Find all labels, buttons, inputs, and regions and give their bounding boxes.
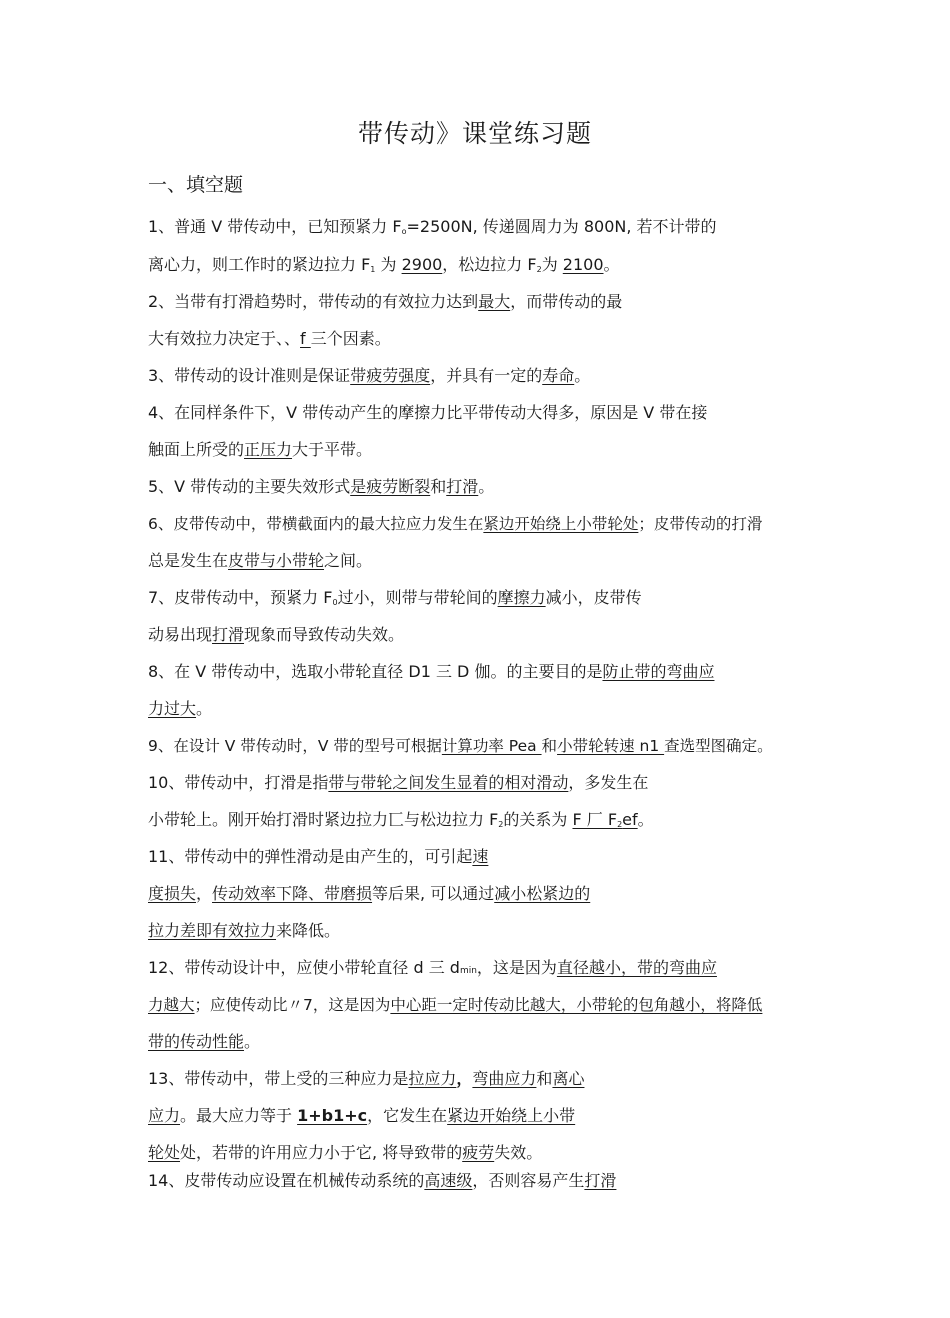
answer: 高速级 [424,1171,473,1190]
text: 触面上所受的 [148,440,245,459]
text: 8、在 V 带传动中，选取小带轮直径 D1 三 D 伽。的主要目的是 [148,662,603,681]
text: ，松边拉力 F [442,255,537,274]
answer: 正压力 [244,440,293,459]
text: 小带轮上。刚开始打滑时紧边拉力匸与松边拉力 F [148,810,499,829]
text: 。 [574,366,591,385]
answer: 速 [472,847,489,866]
text: 。最大应力等于 [180,1106,298,1125]
question-2-line-2 [148,328,908,350]
text: ，否则容易产生 [472,1171,585,1190]
question-9 [148,735,908,757]
answer: 应力 [148,1106,181,1125]
answer: 紧边开始绕上小带轮处 [483,515,639,533]
answer: 寿命 [542,366,575,385]
answer: 弯曲应力 [472,1069,537,1088]
subscript: 2 [498,820,504,829]
text: 3、带传动的设计准则是保证 [148,366,351,385]
answer: 紧边开始绕上小带 [447,1106,576,1125]
text: 失效。 [494,1143,543,1162]
text: 1、普通 V 带传动中，已知预紧力 F [148,217,402,236]
answer: 力过大 [148,699,197,718]
text: ，多发生在 [568,773,649,792]
text: 13、带传动中，带上受的三种应力是 [148,1069,409,1088]
page-title: 带传动》课堂练习题 [357,119,592,148]
text: 9、在设计 V 带传动时，V 带的型号可根据 [148,737,442,755]
answer: 度损失 [148,884,197,903]
answer: 拉应力 [408,1069,457,1088]
answer: 拉力差即有效拉力 [148,921,277,940]
subscript: 1 [370,265,376,274]
text: 12、带传动设计中，应使小带轮直径 d 三 d [148,958,460,977]
text: 。 [196,699,213,718]
text: 等后果, 可以通过 [372,884,495,903]
text: ，它发生在 [367,1106,448,1125]
answer: 2900 [401,255,443,274]
text: 现象而导致传动失效。 [244,625,405,644]
text: 和 [536,1069,553,1088]
text: ， [456,1069,473,1088]
question-5 [148,476,908,498]
text: 为 [375,255,402,274]
answer: 防止带的弯曲应 [602,662,715,681]
text: 4、在同样条件下，V 带传动产生的摩擦力比平带传动大得多，原因是 V 带在接 [148,403,708,422]
answer [572,810,637,829]
subscript: min [459,966,477,976]
question-4-line-1 [148,402,908,424]
text: 和 [541,737,558,755]
text: 和 [430,477,447,496]
question-3 [148,365,908,387]
answer: 直径越小，带的弯曲应 [556,958,717,977]
answer: 计算功率 Pea [441,737,542,755]
question-12-line-2 [148,994,908,1016]
question-4-line-2 [148,439,908,461]
text: 。 [603,255,620,274]
text: 10、带传动中，打滑是指 [148,773,329,792]
text: 。 [244,1032,261,1051]
answer: 是疲劳断裂 [350,477,431,496]
question-13-line-3 [148,1142,908,1164]
text: ；皮带传动的打滑 [638,515,763,533]
answer: 带的传动性能 [148,1032,245,1051]
question-13-line-2 [148,1105,908,1127]
text: 6、皮带传动中，带横截面内的最大拉应力发生在 [148,515,484,533]
question-10-line-1 [148,772,908,794]
answer: 皮带与小带轮 [228,551,325,570]
answer: 打滑 [212,625,245,644]
question-13-line-1 [148,1068,908,1090]
answer: 力越大 [148,996,195,1014]
text: 为 [541,255,563,274]
text: 处，若带的许用应力小于它, 将导致带的 [180,1143,463,1162]
answer: 摩擦力 [497,588,546,607]
text: 过小，则带与带轮间的 [337,588,498,607]
text: 三个因素。 [310,329,391,348]
text: 大有效拉力决定于、、 [148,329,301,348]
answer: 传动效率下降、带磨损 [212,884,373,903]
question-12-line-3 [148,1031,908,1053]
question-7-line-1 [148,587,908,614]
question-11-line-3 [148,920,908,942]
question-11-line-2 [148,883,908,905]
text: ， [196,884,213,903]
text: ；应使传动比〃7，这是因为 [194,996,391,1014]
text: 。 [478,477,495,496]
text: 动易出现 [148,625,213,644]
question-1-line-2 [148,254,908,281]
text: 11、带传动中的弹性滑动是由产生的，可引起 [148,847,473,866]
question-6-line-2 [148,550,908,572]
subscript: o [401,227,407,236]
answer: 带疲劳强度 [350,366,431,385]
question-6-line-1 [148,513,908,535]
section-heading: 一、填空题 [148,174,244,196]
text: ，而带传动的最 [510,292,623,311]
answer: 离心 [552,1069,585,1088]
answer: 带与带轮之间发生显着的相对滑动 [328,773,569,792]
text: 查选型图确定。 [664,737,773,755]
answer: 2100 [562,255,604,274]
text: 2、当带有打滑趋势时，带传动的有效拉力达到 [148,292,479,311]
text: 5、V 带传动的主要失效形式 [148,477,351,496]
answer: 小带轮转速 n1 [557,737,665,755]
text: 7、皮带传动中，预紧力 F [148,588,333,607]
answer: 打滑 [584,1171,617,1190]
question-12-line-1 [148,957,908,982]
answer: 中心距一定时传动比越大，小带轮的包角越小，将降低 [390,996,763,1014]
question-10-line-2 [148,809,908,836]
text: 之间。 [324,551,373,570]
question-11-line-1 [148,846,908,868]
answer-part: ef [622,810,638,829]
text: 的关系为 [503,810,573,829]
answer: f [300,329,311,348]
question-1-line-1 [148,216,908,243]
answer: 疲劳 [462,1143,495,1162]
text: 大于平带。 [292,440,373,459]
question-14 [148,1170,908,1192]
answer: 减小松紧边的 [494,884,591,903]
subscript: 2 [536,265,542,274]
subscript: 2 [617,820,623,829]
question-8-line-2 [148,698,908,720]
text: 14、皮带传动应设置在机械传动系统的 [148,1171,425,1190]
answer-part: F 厂 F [572,810,618,829]
text: 来降低。 [276,921,341,940]
answer: 打滑 [446,477,479,496]
question-2-line-1 [148,291,908,313]
text: 减小，皮带传 [545,588,642,607]
text: ，并具有一定的 [430,366,543,385]
text: 。 [637,810,654,829]
text: 离心力，则工作时的紧边拉力 F [148,255,371,274]
answer: 1+b1+c [297,1106,368,1125]
answer: 最大 [478,292,511,311]
text: ，这是因为 [476,958,557,977]
question-8-line-1 [148,661,908,683]
text: 总是发生在 [148,551,229,570]
answer: 轮处 [148,1143,181,1162]
subscript: 0 [332,598,338,607]
text: =2500N, 传递圆周力为 800N, 若不计带的 [406,217,717,236]
question-7-line-2 [148,624,908,646]
